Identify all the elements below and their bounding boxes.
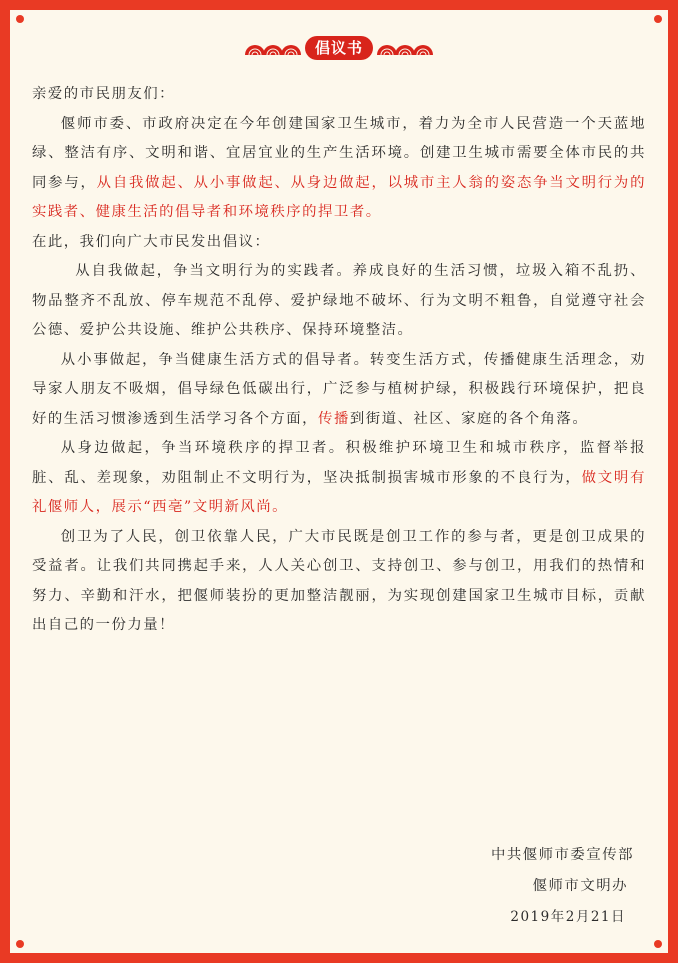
paragraph-5: 创卫为了人民，创卫依靠人民，广大市民既是创卫工作的参与者，更是创卫成果的受益者。让我们共同携起手来，人人关心创卫、支持创卫、参与创卫，用我们的热情和努力、辛勤和汗水，把偃师装扮的更加整洁靓丽，为实现创建国家卫生城市目标，贡献出自己的一份力量！ (32, 528, 646, 633)
signature-block (491, 840, 634, 933)
paragraph-1 (32, 110, 646, 228)
paragraph-3-text-end: 到街道、社区、家庭的各个角落。 (349, 410, 589, 427)
letter-paper (10, 10, 668, 953)
page-title: 倡议书 (305, 36, 373, 60)
paragraph-4-text: 从身边做起，争当环境秩序的捍卫者。积极维护环境卫生和城市秩序，监督举报脏、乱、差现象，劝阻制止不文明行为，坚决抵制损害城市形象的不良行为， (32, 440, 646, 486)
corner-dot-icon (16, 15, 24, 23)
paragraph-3-text: 从小事做起，争当健康生活方式的倡导者。转变生活方式，传播健康生活理念，劝导家人朋友不吸烟，倡导绿色低碳出行，广泛参与植树护绿，积极践行环境保护，把良好的生活习惯渗透到生活学习各个方面， (32, 351, 646, 427)
letter-body (32, 80, 646, 641)
corner-dot-icon (16, 940, 24, 948)
cloud-wave-right-icon (375, 41, 435, 55)
cloud-wave-left-icon (243, 41, 303, 55)
paragraph-1-highlight: 从自我做起、从小事做起、从身边做起，以城市主人翁的姿态争当文明行为的实践者、健康生活的倡导者和环境秩序的捍卫者。 (32, 174, 646, 220)
intro-line: 在此，我们向广大市民发出倡议： (32, 233, 271, 250)
paragraph-4 (32, 434, 646, 523)
corner-dot-icon (654, 15, 662, 23)
paragraph-3 (32, 346, 646, 435)
paragraph-4-highlight: 做文明有礼偃师人，展示“西亳”文明新风尚。 (32, 469, 646, 515)
salutation: 亲爱的市民朋友们： (32, 86, 176, 102)
title-header (10, 34, 668, 62)
signature-org-1: 中共偃师市委宣传部 (490, 847, 634, 863)
paragraph-3-highlight: 传播 (318, 410, 350, 427)
signature-org-2: 偃师市文明办 (532, 878, 628, 894)
signature-date: 2019年2月21日 (510, 909, 626, 925)
paragraph-2: 从自我做起，争当文明行为的实践者。养成良好的生活习惯，垃圾入箱不乱扔、物品整齐不乱放、停车规范不乱停、爱护绿地不破坏、行为文明不粗鲁，自觉遵守社会公德、爱护公共设施、维护公共秩序、保持环境整洁。 (32, 263, 646, 338)
corner-dot-icon (654, 940, 662, 948)
paragraph-1-text: 偃师市委、市政府决定在今年创建国家卫生城市，着力为全市人民营造一个天蓝地绿、整洁有序、文明和谐、宜居宜业的生产生活环境。创建卫生城市需要全体市民的共同参与， (32, 115, 646, 191)
